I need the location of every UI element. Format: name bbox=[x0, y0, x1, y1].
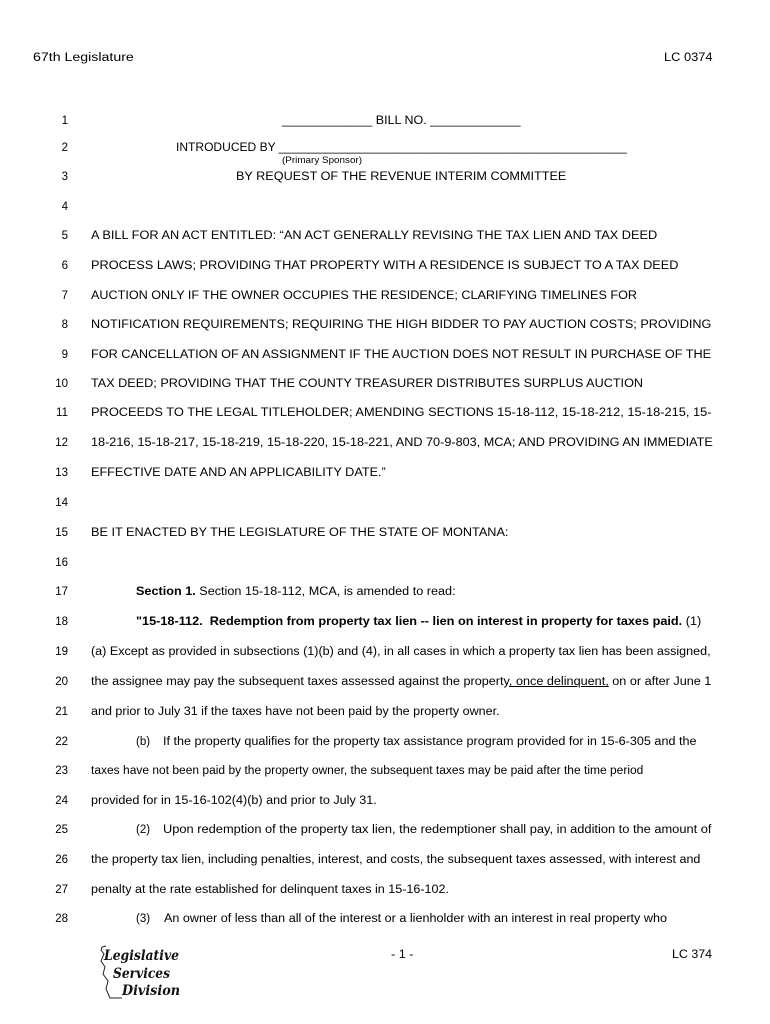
line-26 bbox=[0, 853, 770, 867]
line-22 bbox=[0, 735, 770, 749]
line-number: 1 bbox=[61, 115, 68, 127]
line-4 bbox=[0, 200, 770, 214]
legislature-label: 67th Legislature bbox=[33, 52, 134, 64]
line-8 bbox=[0, 318, 770, 332]
page-number: - 1 - bbox=[391, 949, 414, 961]
line-number: 4 bbox=[61, 201, 68, 213]
line-number: 24 bbox=[55, 795, 68, 807]
line-23 bbox=[0, 764, 770, 778]
bill-number-line: _____________ BILL NO. _____________ bbox=[282, 115, 521, 127]
subsection-label: (3) bbox=[136, 913, 151, 925]
line-number: 28 bbox=[55, 913, 68, 925]
logo-line-3: Division bbox=[121, 983, 180, 999]
line-number: 8 bbox=[61, 319, 68, 331]
line-text: NOTIFICATION REQUIREMENTS; REQUIRING THE HIGH BIDDER TO PAY AUCTION COSTS; PROVIDING bbox=[91, 319, 712, 331]
line-number: 12 bbox=[55, 437, 68, 449]
line-text: AUCTION ONLY IF THE OWNER OCCUPIES THE RESIDENCE; CLARIFYING TIMELINES FOR bbox=[91, 290, 637, 302]
line-number: 13 bbox=[55, 467, 68, 479]
section-title-line bbox=[136, 615, 701, 629]
line-text: A BILL FOR AN ACT ENTITLED: “AN ACT GENERALLY REVISING THE TAX LIEN AND TAX DEED bbox=[91, 230, 658, 242]
introduced-by-line: INTRODUCED BY ____________________________________________________ bbox=[176, 142, 627, 154]
line-14 bbox=[0, 496, 770, 510]
section-label: Section 1. bbox=[136, 586, 196, 598]
inserted-text: , once delinquent, bbox=[508, 676, 609, 688]
line-number: 27 bbox=[55, 884, 68, 896]
line-28 bbox=[0, 912, 770, 926]
line-number: 25 bbox=[55, 824, 68, 836]
line-number: 15 bbox=[55, 527, 68, 539]
line-text: An owner of less than all of the interest or a lienholder with an interest in real property who bbox=[164, 913, 667, 925]
line-19 bbox=[0, 645, 770, 659]
line-number: 16 bbox=[55, 557, 68, 569]
line-13 bbox=[0, 466, 770, 480]
line-3 bbox=[0, 170, 770, 184]
subsection-label: (2) bbox=[136, 824, 151, 836]
line-text: taxes have not been paid by the property owner, the subsequent taxes may be paid after the time period bbox=[91, 765, 644, 777]
line-number: 3 bbox=[61, 171, 68, 183]
line-17 bbox=[0, 585, 770, 599]
line-text: If the property qualifies for the property tax assistance program provided for in 15-6-305 and the bbox=[163, 736, 697, 748]
line-7 bbox=[0, 289, 770, 303]
primary-sponsor-label: (Primary Sponsor) bbox=[282, 155, 363, 165]
line-text: the property tax lien, including penalties, interest, and costs, the subsequent taxes assessed, with interest and bbox=[91, 854, 701, 866]
line-text: penalty at the rate established for delinquent taxes in 15-16-102. bbox=[91, 884, 449, 896]
line-20 bbox=[0, 675, 770, 689]
lc-code-header: LC 0374 bbox=[664, 52, 713, 64]
line-12 bbox=[0, 436, 770, 450]
line-text bbox=[91, 675, 711, 689]
line-number: 5 bbox=[61, 230, 68, 242]
line-number: 18 bbox=[55, 616, 68, 628]
line-text: Section 15-18-112, MCA, is amended to read: bbox=[195, 586, 456, 598]
subsection-label: (b) bbox=[136, 736, 151, 748]
line-text: provided for in 15-16-102(4)(b) and prior to July 31. bbox=[91, 795, 377, 807]
line-number: 9 bbox=[61, 349, 68, 361]
line-25 bbox=[0, 823, 770, 837]
line-number: 23 bbox=[55, 765, 68, 777]
line-text: TAX DEED; PROVIDING THAT THE COUNTY TREASURER DISTRIBUTES SURPLUS AUCTION bbox=[91, 378, 644, 390]
line-number: 2 bbox=[61, 142, 68, 154]
by-request-line: BY REQUEST OF THE REVENUE INTERIM COMMITTEE bbox=[236, 171, 567, 183]
line-number: 21 bbox=[55, 706, 68, 718]
legislative-services-division-logo bbox=[95, 940, 190, 1002]
line-text-before: the assignee may pay the subsequent taxes assessed against the property bbox=[91, 676, 509, 688]
line-11 bbox=[0, 406, 770, 420]
line-number: 17 bbox=[55, 586, 68, 598]
line-number: 22 bbox=[55, 736, 68, 748]
logo-line-1: Legislative bbox=[103, 948, 180, 964]
line-number: 19 bbox=[55, 646, 68, 658]
line-15 bbox=[0, 526, 770, 540]
line-24 bbox=[0, 794, 770, 808]
line-text: Upon redemption of the property tax lien, the redemptioner shall pay, in addition to the amount of bbox=[163, 824, 712, 836]
line-1 bbox=[0, 114, 770, 128]
line-21 bbox=[0, 705, 770, 719]
line-number: 7 bbox=[61, 290, 68, 302]
line-10 bbox=[0, 377, 770, 391]
line-number: 10 bbox=[55, 378, 68, 390]
line-number: 26 bbox=[55, 854, 68, 866]
line-text: and prior to July 31 if the taxes have not been paid by the property owner. bbox=[91, 706, 500, 718]
line-text: FOR CANCELLATION OF AN ASSIGNMENT IF THE AUCTION DOES NOT RESULT IN PURCHASE OF THE bbox=[91, 349, 712, 361]
line-text: (1) bbox=[682, 616, 702, 628]
lc-code-footer: LC 374 bbox=[672, 949, 713, 961]
line-number: 11 bbox=[56, 407, 68, 419]
line-number: 14 bbox=[55, 497, 68, 509]
line-16 bbox=[0, 556, 770, 570]
line-27 bbox=[0, 883, 770, 897]
line-6 bbox=[0, 259, 770, 273]
line-text-after: on or after June 1 bbox=[608, 676, 712, 688]
section-title: "15-18-112. Redemption from property tax lien -- lien on interest in property for taxes paid. bbox=[136, 616, 683, 628]
line-18 bbox=[0, 615, 770, 629]
line-text: 18-216, 15-18-217, 15-18-219, 15-18-220, 15-18-221, AND 70-9-803, MCA; AND PROVIDING AN IMMEDIATE bbox=[91, 437, 713, 449]
line-5 bbox=[0, 229, 770, 243]
line-text: EFFECTIVE DATE AND AN APPLICABILITY DATE.” bbox=[91, 467, 386, 479]
enacting-clause: BE IT ENACTED BY THE LEGISLATURE OF THE STATE OF MONTANA: bbox=[91, 527, 509, 539]
line-text: PROCEEDS TO THE LEGAL TITLEHOLDER; AMENDING SECTIONS 15-18-112, 15-18-212, 15-18-215, 15- bbox=[91, 407, 712, 419]
line-text: PROCESS LAWS; PROVIDING THAT PROPERTY WITH A RESIDENCE IS SUBJECT TO A TAX DEED bbox=[91, 260, 679, 272]
line-text: (a) Except as provided in subsections (1)(b) and (4), in all cases in which a property tax lien has been assigned, bbox=[91, 646, 711, 658]
section-heading bbox=[136, 585, 456, 599]
line-2 bbox=[0, 141, 770, 155]
line-number: 6 bbox=[61, 260, 68, 272]
line-9 bbox=[0, 348, 770, 362]
line-number: 20 bbox=[55, 676, 68, 688]
logo-line-2: Services bbox=[113, 966, 171, 982]
